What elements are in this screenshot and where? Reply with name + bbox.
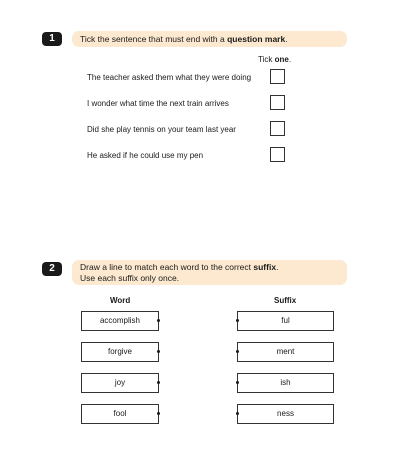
connector-dot[interactable] [157,319,160,322]
word-box-accomplish[interactable] [81,311,159,331]
prompt-line-1 [80,262,339,273]
suffix-label: ful [281,316,290,325]
suffix-label: ment [276,347,295,356]
tick-one-instruction [258,55,291,64]
suffix-column-heading: Suffix [274,296,297,305]
prompt-bold: question mark [227,34,286,44]
suffix-label: ish [280,378,291,387]
word-column-heading: Word [110,296,131,305]
word-box-joy[interactable] [81,373,159,393]
sentence-option-4: He asked if he could use my pen [87,151,204,160]
suffix-label: ness [277,409,294,418]
sentence-option-1: The teacher asked them what they were doing [87,73,252,82]
sentence-option-2: I wonder what time the next train arrives [87,99,229,108]
connector-dot[interactable] [157,381,160,384]
word-label: accomplish [99,316,140,325]
connector-dot[interactable] [157,412,160,415]
question-number-2: 2 [42,262,62,276]
suffix-box-ful[interactable] [237,311,334,331]
prompt-line-2: Use each suffix only once. [80,273,180,283]
tick-end: . [288,55,292,64]
tick-label: Tick [258,55,275,64]
connector-dot[interactable] [236,412,239,415]
prompt-bold: suffix [253,262,277,272]
prompt-end: . [276,262,279,272]
word-box-forgive[interactable] [81,342,159,362]
tick-bold: one [274,55,289,64]
sentence-option-3: Did she play tennis on your team last year [87,125,236,134]
word-label: fool [113,409,127,418]
word-box-fool[interactable] [81,404,159,424]
question-number-1: 1 [42,32,62,46]
prompt-text: Draw a line to match each word to the correct [80,262,254,272]
prompt-text: Tick the sentence that must end with a [80,34,228,44]
suffix-box-ment[interactable] [237,342,334,362]
suffix-box-ness[interactable] [237,404,334,424]
tick-box-1[interactable] [270,69,285,84]
tick-box-4[interactable] [270,147,285,162]
tick-box-3[interactable] [270,121,285,136]
connector-dot[interactable] [236,350,239,353]
question-1-prompt [72,31,347,47]
word-label: forgive [107,347,132,356]
connector-dot[interactable] [157,350,160,353]
connector-dot[interactable] [236,319,239,322]
connector-dot[interactable] [236,381,239,384]
tick-box-2[interactable] [270,95,285,110]
suffix-box-ish[interactable] [237,373,334,393]
question-2-prompt [72,260,347,285]
prompt-end: . [285,34,288,44]
word-label: joy [114,378,126,387]
